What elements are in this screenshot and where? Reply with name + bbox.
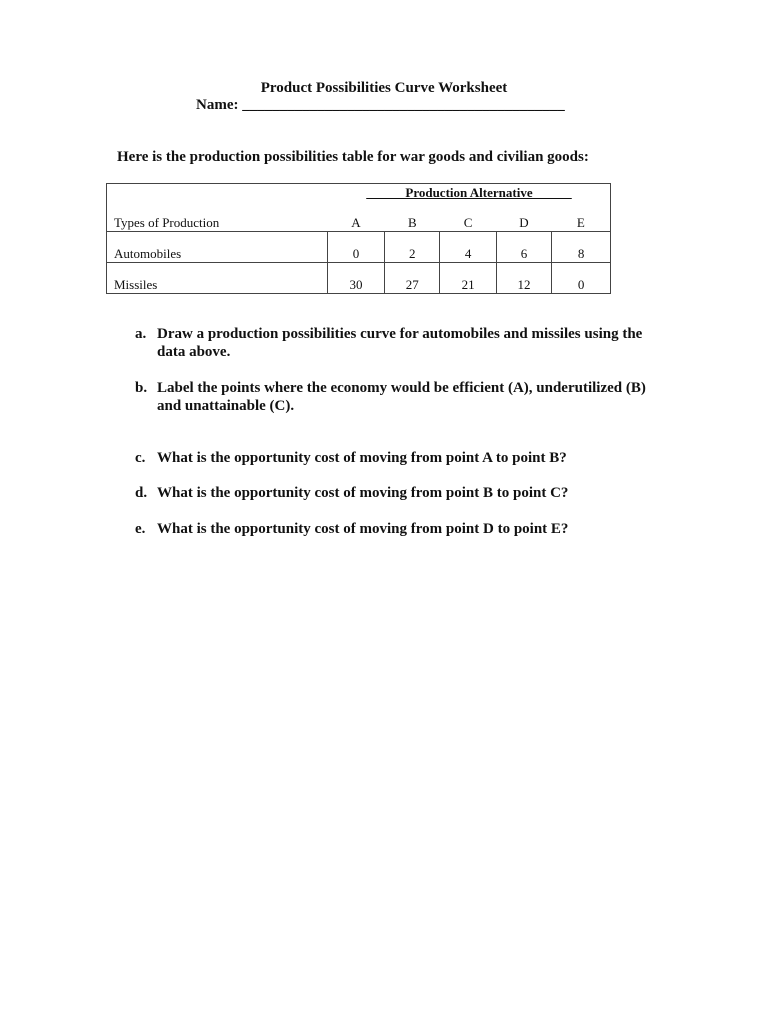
types-label-text: Types of Production bbox=[114, 215, 220, 230]
production-alternative-header: ______Production Alternative______ bbox=[366, 185, 572, 200]
question-item bbox=[135, 325, 655, 361]
column-header-d: D bbox=[519, 215, 529, 230]
question-text: Label the points where the economy would be efficient (A), underutilized (B) and unattainable (C). bbox=[157, 380, 646, 414]
question-item bbox=[135, 520, 655, 538]
name-line: Name: ___________________________________________ bbox=[196, 97, 565, 113]
table-cell: 21 bbox=[440, 263, 496, 294]
column-header-a: A bbox=[351, 215, 361, 230]
table-cell: 2 bbox=[385, 232, 440, 263]
worksheet-title: Product Possibilities Curve Worksheet bbox=[260, 80, 508, 96]
types-of-production-label bbox=[107, 184, 328, 232]
table-cell: 27 bbox=[385, 263, 440, 294]
column-header-c: C bbox=[463, 215, 473, 230]
question-letter: e. bbox=[135, 521, 146, 537]
row-label-automobiles: Automobiles bbox=[107, 232, 328, 263]
question-text: What is the opportunity cost of moving from point B to point C? bbox=[157, 485, 569, 501]
table-cell: 6 bbox=[496, 232, 551, 263]
question-letter: d. bbox=[135, 485, 148, 501]
question-item bbox=[135, 449, 655, 467]
row-label-missiles: Missiles bbox=[107, 263, 328, 294]
question-letter: c. bbox=[135, 450, 146, 466]
question-list bbox=[135, 325, 655, 538]
question-text: What is the opportunity cost of moving from point A to point B? bbox=[157, 450, 567, 466]
table-cell: 4 bbox=[440, 232, 496, 263]
column-header-b: B bbox=[407, 215, 417, 230]
table-cell: 12 bbox=[496, 263, 551, 294]
table-row bbox=[107, 263, 611, 294]
question-item bbox=[135, 484, 655, 502]
table-cell: 0 bbox=[552, 263, 611, 294]
table-cell: 30 bbox=[327, 263, 384, 294]
column-header-e: E bbox=[576, 215, 585, 230]
table-cell: 0 bbox=[327, 232, 384, 263]
question-item bbox=[135, 379, 655, 415]
question-letter: b. bbox=[135, 380, 148, 396]
table-row bbox=[107, 232, 611, 263]
table-cell: 8 bbox=[552, 232, 611, 263]
question-text: What is the opportunity cost of moving from point D to point E? bbox=[157, 521, 569, 537]
question-letter: a. bbox=[135, 326, 147, 342]
question-text: Draw a production possibilities curve for automobiles and missiles using the data above. bbox=[157, 326, 643, 360]
intro-text: Here is the production possibilities table for war goods and civilian goods: bbox=[117, 149, 589, 165]
